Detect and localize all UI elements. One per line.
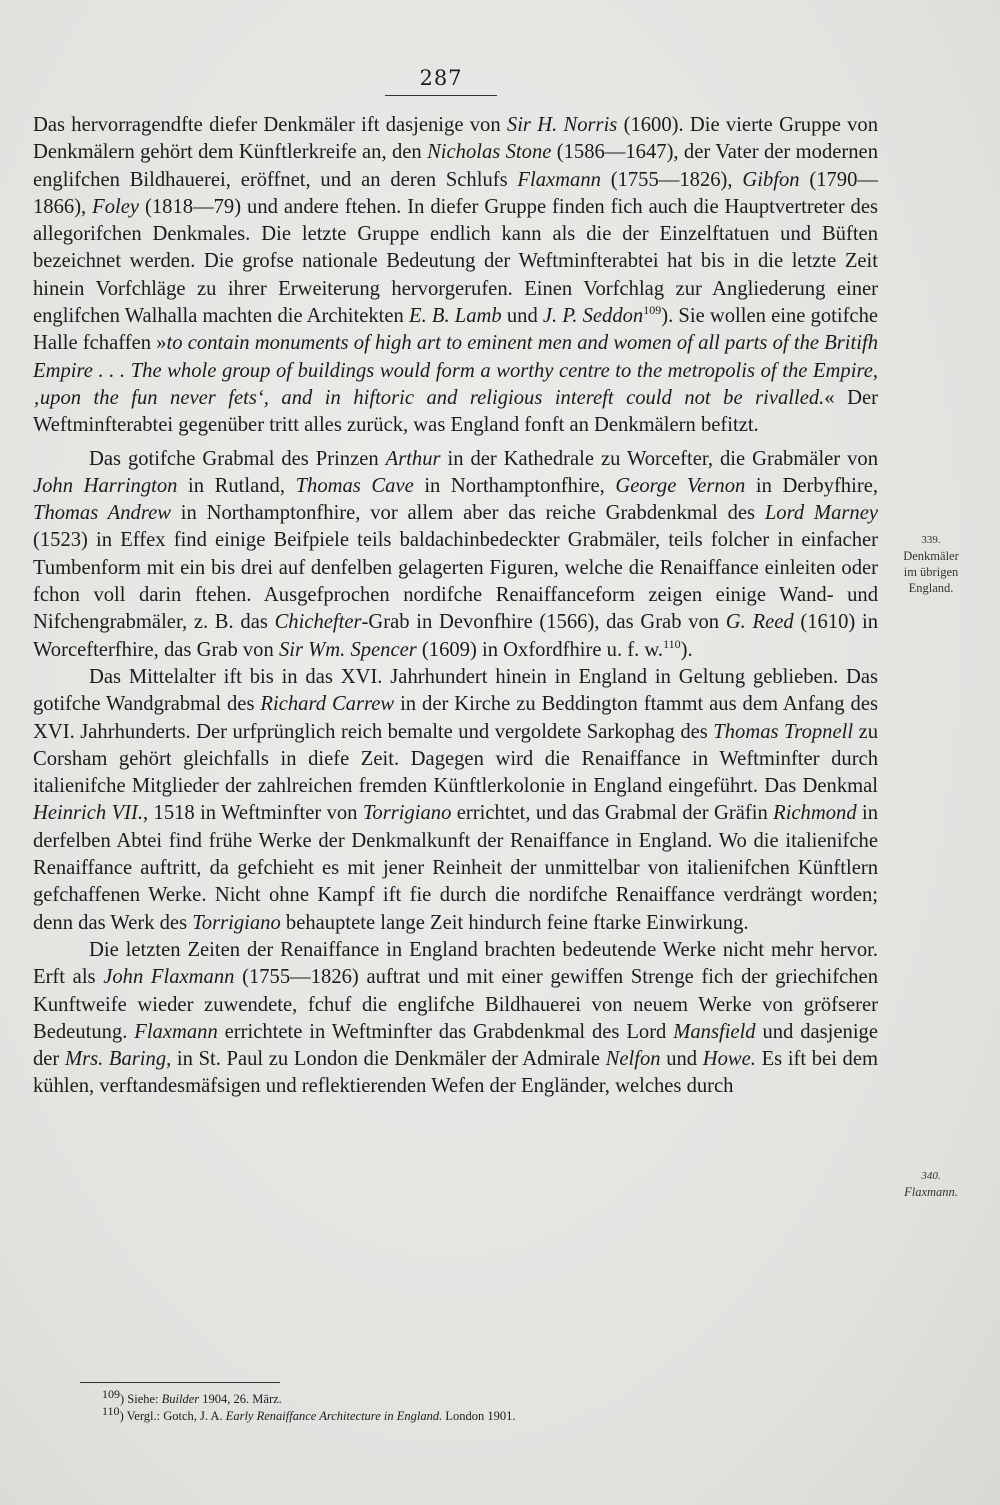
text-run: (1586—1647), der Vater der modernen englifchen Bildhauerei, eröffnet, und an deren Schlufs xyxy=(33,141,878,191)
italic-run: Builder xyxy=(161,1392,200,1406)
italic-run: G. Reed xyxy=(725,611,794,634)
italic-run: Chichefter xyxy=(274,611,362,634)
italic-run: Torrigiano xyxy=(192,911,281,934)
margin-note-line: England. xyxy=(908,581,954,595)
footnotes xyxy=(102,1386,802,1425)
italic-run: George Vernon xyxy=(615,474,746,497)
italic-run: Foley xyxy=(92,195,140,218)
text-run: und xyxy=(501,305,543,328)
text-run: in der Kathedrale zu Worcefter, die Grabmäler von xyxy=(440,447,878,470)
footnote-divider xyxy=(80,1382,280,1383)
text-run: ). Sie wollen eine gotifche Halle fchaffen » xyxy=(33,305,879,355)
text-run: in Derbyfhire, xyxy=(745,474,878,497)
text-run: Die letzten Zeiten der Renaiffance in England brachten bedeutende Werke nicht mehr hervor. Erft als xyxy=(33,938,878,989)
text-run: (1818—79) und andere ftehen. In diefer Gruppe finden fich auch die Hauptvertreter des allegorifchen Denkmales. Die letzte Gruppe endlich kann als die der Einzelftatuen und Büften bezeichnet werden. Die grofse nationale Bedeutung der Weftminfterabtei hat bis in die letzte Zeit hinein Vorfchläge zu ihrer Erweiterung hervorgerufen. Einen Vorfchlag zur Angliederung einer englifchen Walhalla machten die Architekten xyxy=(33,195,879,328)
italic-run: Arthur xyxy=(385,447,441,470)
italic-run: Mrs. Baring xyxy=(64,1048,167,1071)
text-run: in der Kirche zu Beddington ftammt aus dem Anfang des XVI. Jahrhunderts. Der urfprünglich reich bemalte und vergoldete Sarkophag des xyxy=(33,693,878,743)
text-run: in Northamptonfhire, xyxy=(413,474,616,497)
margin-note-line: Denkmäler xyxy=(903,549,959,563)
text-run: errichtete in Weftminfter das Grabdenkmal des Lord xyxy=(217,1020,674,1043)
text-run: ) Siehe: xyxy=(120,1392,162,1406)
margin-note-line: Flaxmann. xyxy=(904,1185,958,1199)
italic-run: Thomas Tropnell xyxy=(713,720,854,743)
text-run: , in St. Paul zu London die Denkmäler der Admirale xyxy=(166,1048,606,1071)
text-run: (1609) in Oxfordfhire u. f. w. xyxy=(416,638,664,661)
text-run: und xyxy=(660,1048,703,1071)
text-run: Das hervorragendfte diefer Denkmäler ift dasjenige von xyxy=(33,114,507,136)
text-run: in derfelben Abtei find frühe Werke der Denkmalkunft der Renaiffance in England. Wo die italienifche Renaiffance auftritt, da gefchieht es mit jener Reinheit der unmittelbar von italienifchen Künftlern gefchaffenen Werke. Nicht ohne Kampf ift fie durch die nordifche Renaiffance verdrängt worden; denn das Werk des xyxy=(33,802,879,934)
italic-run: E. B. Lamb xyxy=(409,305,502,328)
paragraph xyxy=(33,446,878,664)
italic-run: Heinrich VII. xyxy=(33,802,144,825)
italic-run: Sir Wm. Spencer xyxy=(278,638,417,661)
text-run: « Der Weftminfterabtei gegenüber tritt alles zurück, was England fonft an Denkmälern befitzt. xyxy=(33,386,878,437)
paragraph xyxy=(33,112,878,440)
italic-run: Flaxmann xyxy=(517,168,601,191)
text-run: (1755—1826) auftrat und mit einer gewiffen Strenge fich der griechifchen Kunftweife wieder zuwendete, fchuf die englifche Bildhauerei von neuem Werke von gröfserer Bedeutung. xyxy=(33,966,878,1043)
footnote xyxy=(102,1386,802,1408)
italic-run: Sir H. Norris xyxy=(506,114,618,136)
italic-run: Richmond xyxy=(773,802,857,825)
text-run: London 1901. xyxy=(442,1409,516,1423)
paragraph xyxy=(33,664,878,937)
footnote-ref: 110 xyxy=(663,636,681,651)
italic-run: Lord Marney xyxy=(764,502,878,525)
text-run: Es ift bei dem kühlen, verftandesmäfsigen und reflektierenden Wefen der Engländer, welches durch xyxy=(33,1048,879,1098)
paragraph xyxy=(33,937,878,1101)
italic-run: Mansfield xyxy=(673,1020,756,1043)
text-run: in Rutland, xyxy=(177,474,296,497)
body-text xyxy=(33,112,878,1101)
italic-run: Early Renaiffance Architecture in England. xyxy=(225,1409,443,1423)
italic-run: Thomas Cave xyxy=(295,474,414,497)
text-run: behauptete lange Zeit hindurch feine ftarke Einwirkung. xyxy=(280,911,749,934)
text-run: (1790—1866), xyxy=(33,168,878,218)
italic-run: Nicholas Stone xyxy=(427,141,552,164)
text-run: und dasjenige der xyxy=(33,1020,878,1071)
text-run: -Grab in Devonfhire (1566), das Grab von xyxy=(361,611,726,634)
margin-note-number: 340. xyxy=(921,1170,941,1182)
margin-note-340 xyxy=(880,1168,982,1200)
text-run: , 1518 in Weftminfter von xyxy=(143,802,363,825)
italic-run: Gibfon xyxy=(742,168,800,191)
italic-run: Torrigiano xyxy=(362,802,452,825)
italic-run: John Flaxmann xyxy=(103,966,235,989)
margin-note-line: im übrigen xyxy=(903,565,959,579)
italic-run: J. P. Seddon xyxy=(542,305,644,328)
italic-run: Richard Carrew xyxy=(260,693,395,716)
text-run: in Northamptonfhire, vor allem aber das reiche Grabdenkmal des xyxy=(170,502,765,525)
text-run: (1523) in Effex find einige Beifpiele teils baldachinbedeckter Grabmäler, teils folcher in einfacher Tumbenform mit ein bis drei auf denfelben gelagerten Figuren, welche die Renaiffance einleiten oder fchon voll darin ftehen. Ausgefprochen nordifche Renaiffanceform zeigen einige Wand- und Nifchengrabmäler, z. B. das xyxy=(33,529,878,634)
text-run: Das gotifche Grabmal des Prinzen xyxy=(89,447,386,470)
margin-note-number: 339. xyxy=(921,534,941,546)
footnote-ref: 109 xyxy=(102,1386,120,1401)
text-run: (1600). Die vierte Gruppe von Denkmälern gehört dem Künftlerkreife an, den xyxy=(33,114,878,164)
text-run: zu Corsham gehört gleichfalls in diefe Zeit. Dagegen wird die Renaiffance in Weftminfter durch italienifche Mitglieder der zahlreichen fremden Künftlerkolonie in England eingeführt. Das Denkmal xyxy=(33,720,879,798)
italic-run: Flaxmann xyxy=(134,1020,218,1043)
text-run: Das Mittelalter ift bis in das XVI. Jahrhundert hinein in England in Geltung geblieben. Das gotifche Wandgrabmal des xyxy=(33,665,878,716)
italic-run: Nelfon xyxy=(605,1048,661,1071)
text-run: errichtet, und das Grabmal der Gräfin xyxy=(451,802,774,825)
footnote xyxy=(102,1403,802,1425)
italic-run: to contain monuments of high art to eminent men and women of all parts of the Britifh Empire . . . The whole group of buildings would form a worthy centre to the metropolis of the Empire, ‚upon the fun never fets‘, and in hiftoric and religious intereft could not be rivalled. xyxy=(33,332,878,409)
text-run: (1755—1826), xyxy=(600,168,743,191)
footnote-ref: 109 xyxy=(643,303,662,318)
text-run: (1610) in Worcefterfhire, das Grab von xyxy=(33,611,879,661)
italic-run: Thomas Andrew xyxy=(33,502,171,525)
text-run: 1904, 26. März. xyxy=(199,1392,282,1406)
margin-note-339 xyxy=(880,532,982,596)
italic-run: John Harrington xyxy=(33,474,178,497)
text-run: ). xyxy=(680,638,693,661)
footnote-ref: 110 xyxy=(102,1403,120,1418)
text-run: ) Vergl.: Gotch, J. A. xyxy=(119,1409,226,1423)
italic-run: Howe. xyxy=(702,1048,756,1071)
page-number: 287 xyxy=(385,66,497,96)
